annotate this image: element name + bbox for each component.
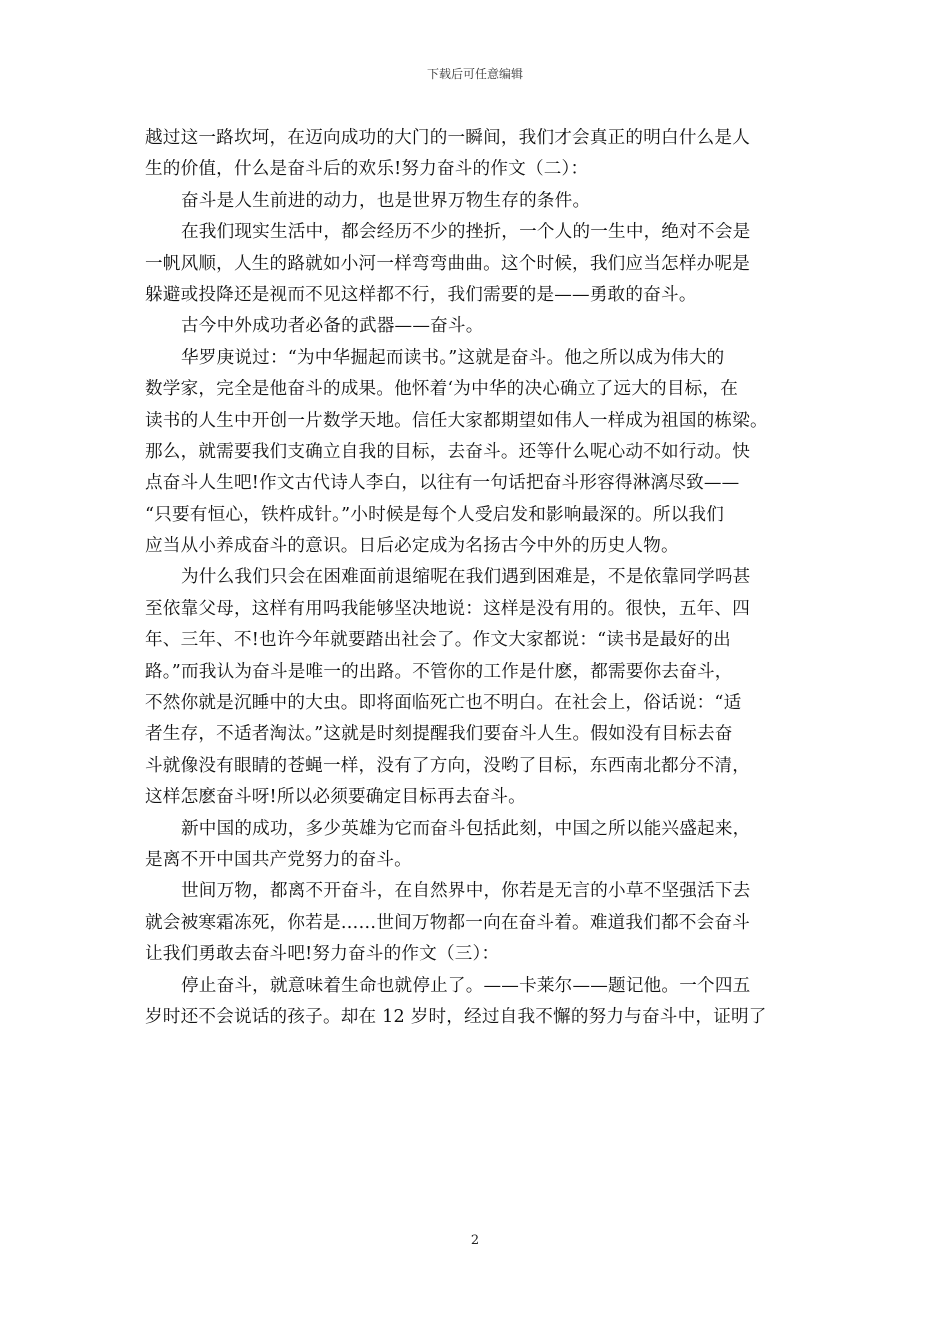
text-line: 新中国的成功，多少英雄为它而奋斗包括此刻，中国之所以能兴盛起来， [181, 818, 751, 839]
document-body [145, 123, 807, 1033]
text-line: 不然你就是沉睡中的大虫。即将面临死亡也不明白。在社会上，俗话说：“适 [145, 693, 742, 714]
header-text: 下载后可任意编辑 [426, 67, 523, 81]
text-line: “只要有恒心，铁杵成针。”小时候是每个人受启发和影响最深的。所以我们 [145, 504, 724, 525]
text-line: 躲避或投降还是视而不见这样都不行，我们需要的是——勇敢的奋斗。 [145, 284, 697, 305]
text-line: 古今中外成功者必备的武器——奋斗。 [181, 316, 484, 337]
text-line: 路。”而我认为奋斗是唯一的出路。不管你的工作是什麽，都需要你去奋斗， [145, 661, 733, 682]
text-line: 岁时还不会说话的孩子。却在 12 岁时，经过自我不懈的努力与奋斗中，证明了 [145, 1006, 767, 1027]
text-line: 者生存，不适者淘汰。”这就是时刻提醒我们要奋斗人生。假如没有目标去奋 [145, 724, 733, 745]
page-footer [0, 1233, 950, 1249]
text-line: 越过这一路坎坷，在迈向成功的大门的一瞬间，我们才会真正的明白什么是人 [145, 128, 750, 148]
text-line: 世间万物，都离不开奋斗，在自然界中，你若是无言的小草不坚强活下去 [181, 881, 751, 902]
text-line: 是离不开中国共产党努力的奋斗。 [145, 849, 412, 870]
text-line: 斗就像没有眼睛的苍蝇一样，没有了方向，没哟了目标，东西南北都分不清， [145, 755, 750, 776]
text-line: 生的价值，什么是奋斗后的欢乐!努力奋斗的作文（二）： [145, 159, 589, 180]
text-line: 奋斗是人生前进的动力，也是世界万物生存的条件。 [181, 190, 591, 211]
text-line: 数学家，完全是他奋斗的成果。他怀着‘为中华的决心确立了远大的目标，在 [145, 379, 738, 400]
text-line: 年、三年、不!也许今年就要踏出社会了。作文大家都说：“读书是最好的出 [145, 630, 731, 651]
text-line: 让我们勇敢去奋斗吧!努力奋斗的作文（三）： [145, 944, 500, 965]
text-line: 这样怎麽奋斗呀!所以必须要确定目标再去奋斗。 [145, 787, 526, 808]
text-line: 就会被寒霜冻死，你若是……世间万物都一向在奋斗着。难道我们都不会奋斗 [145, 912, 750, 933]
text-line: 读书的人生中开创一片数学天地。信任大家都期望如伟人一样成为祖国的栋梁。 [145, 410, 768, 431]
text-line: 点奋斗人生吧!作文古代诗人李白，以往有一句话把奋斗形容得淋漓尽致—— [145, 473, 740, 494]
text-line: 一帆风顺，人生的路就如小河一样弯弯曲曲。这个时候，我们应当怎样办呢是 [145, 253, 750, 274]
text-line: 应当从小养成奋斗的意识。日后必定成为名扬古今中外的历史人物。 [145, 536, 679, 557]
text-line: 为什么我们只会在困难面前退缩呢在我们遇到困难是，不是依靠同学吗甚 [181, 567, 751, 588]
text-line: 华罗庚说过：“为中华掘起而读书。”这就是奋斗。他之所以成为伟大的 [181, 347, 725, 368]
text-line: 那么，就需要我们支确立自我的目标，去奋斗。还等什么呢心动不如行动。快 [145, 441, 750, 462]
text-line: 至依靠父母，这样有用吗我能够坚决地说：这样是没有用的。很快，五年、四 [145, 598, 750, 619]
text-line: 在我们现实生活中，都会经历不少的挫折，一个人的一生中，绝对不会是 [181, 222, 751, 243]
page-header [0, 66, 950, 82]
text-line: 停止奋斗，就意味着生命也就停止了。——卡莱尔——题记他。一个四五 [181, 975, 751, 996]
page-number: 2 [470, 1233, 480, 1248]
